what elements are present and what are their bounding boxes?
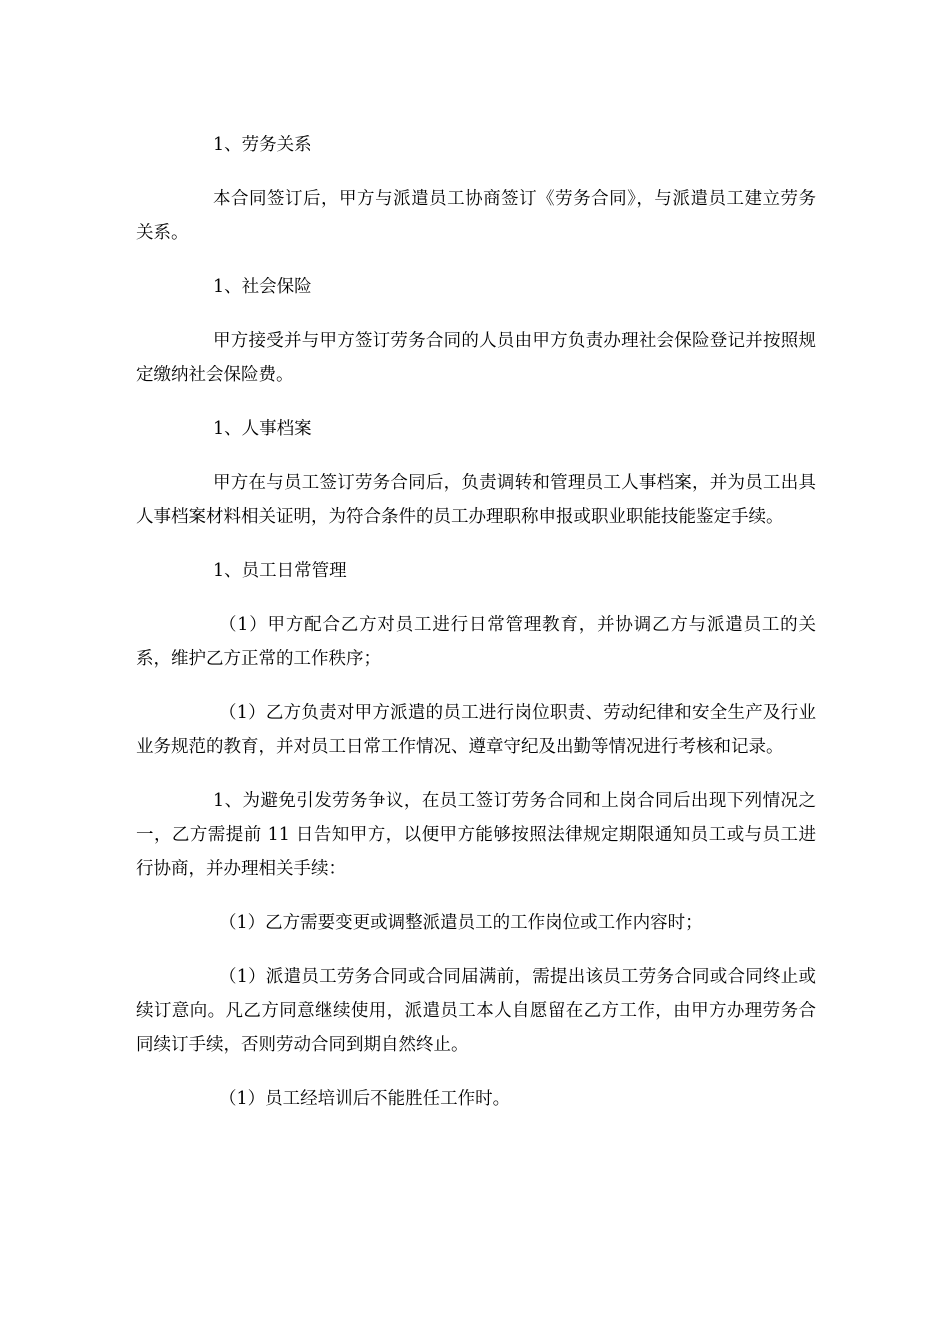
clause-daily-management-2: （1）乙方负责对甲方派遣的员工进行岗位职责、劳动纪律和安全生产及行业业务规范的教育，并对员工日常工作情况、遵章守纪及出勤等情况进行考核和记录。 bbox=[136, 703, 816, 757]
document-body bbox=[136, 128, 816, 1136]
section-heading-personnel-files: 1、人事档案 bbox=[213, 419, 312, 439]
section-heading-daily-management: 1、员工日常管理 bbox=[213, 561, 347, 581]
clause-dispute-avoidance-3: （1）员工经培训后不能胜任工作时。 bbox=[219, 1089, 511, 1109]
clause-dispute-avoidance-1: （1）乙方需要变更或调整派遣员工的工作岗位或工作内容时； bbox=[219, 913, 703, 933]
clause-daily-management-1: （1）甲方配合乙方对员工进行日常管理教育，并协调乙方与派遣员工的关系，维护乙方正常的工作秩序； bbox=[136, 615, 816, 669]
paragraph-social-insurance: 甲方接受并与甲方签订劳务合同的人员由甲方负责办理社会保险登记并按照规定缴纳社会保险费。 bbox=[136, 331, 816, 385]
section-heading-labor-relation: 1、劳务关系 bbox=[213, 135, 312, 155]
paragraph-dispute-avoidance: 1、为避免引发劳务争议，在员工签订劳务合同和上岗合同后出现下列情况之一，乙方需提前 11 日告知甲方，以便甲方能够按照法律规定期限通知员工或与员工进行协商，并办理相关手续： bbox=[136, 791, 816, 879]
clause-dispute-avoidance-2: （1）派遣员工劳务合同或合同届满前，需提出该员工劳务合同或合同终止或续订意向。凡乙方同意继续使用，派遣员工本人自愿留在乙方工作，由甲方办理劳务合同续订手续，否则劳动合同到期自然终止。 bbox=[136, 967, 816, 1055]
paragraph-labor-relation: 本合同签订后，甲方与派遣员工协商签订《劳务合同》，与派遣员工建立劳务关系。 bbox=[136, 189, 816, 243]
section-heading-social-insurance: 1、社会保险 bbox=[213, 277, 312, 297]
paragraph-personnel-files: 甲方在与员工签订劳务合同后，负责调转和管理员工人事档案，并为员工出具人事档案材料相关证明，为符合条件的员工办理职称申报或职业职能技能鉴定手续。 bbox=[136, 473, 816, 527]
